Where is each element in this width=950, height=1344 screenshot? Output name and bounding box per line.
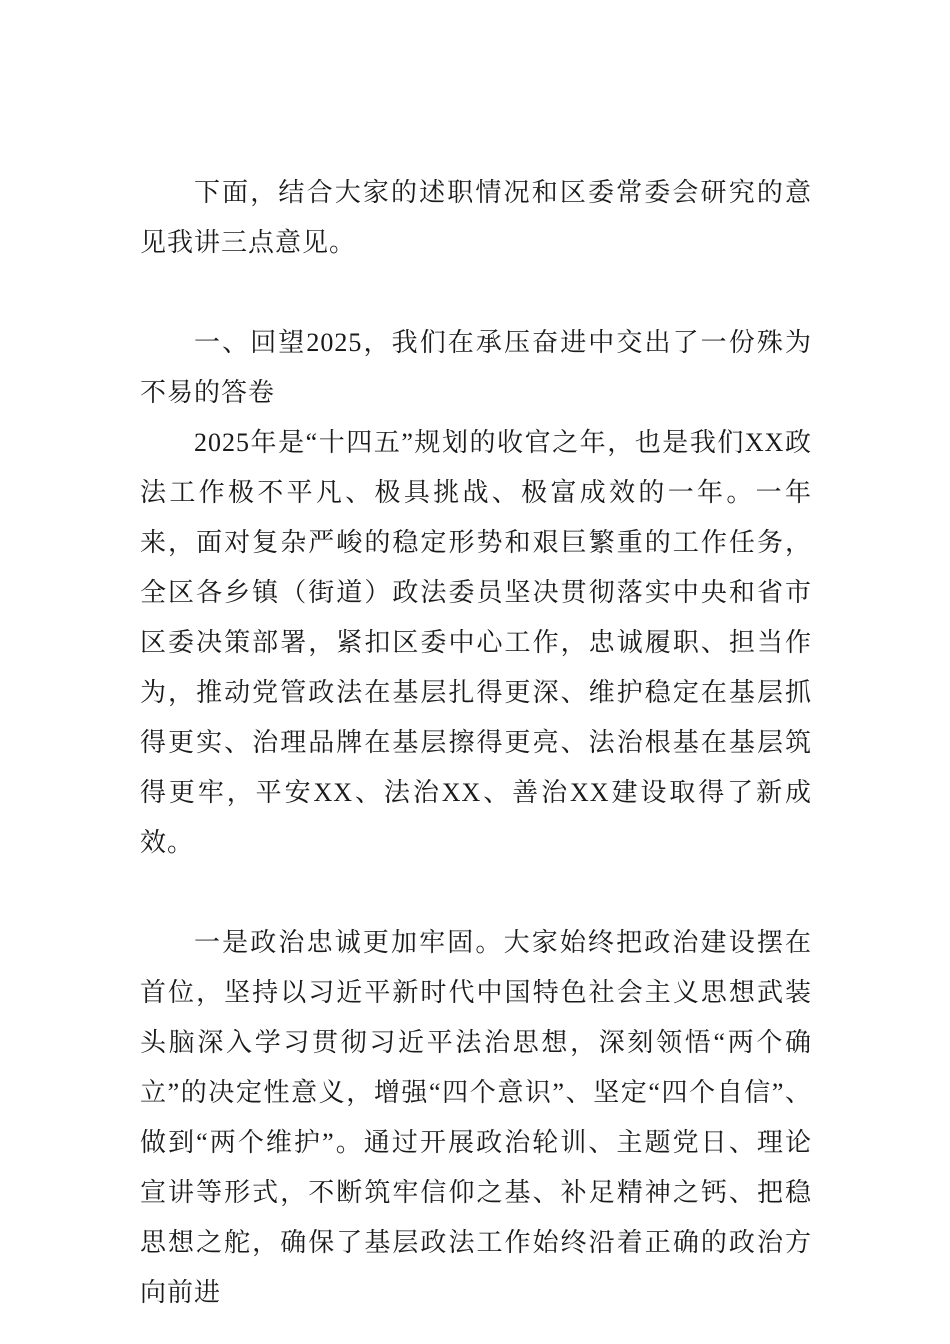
point-1-lead: 一是政治忠诚更加牢固。 (194, 928, 504, 957)
point-1-paragraph (140, 918, 812, 1318)
section-1-overview-paragraph: 2025年是“十四五”规划的收官之年，也是我们XX政法工作极不平凡、极具挑战、极富成效的一年。一年来，面对复杂严峻的稳定形势和艰巨繁重的工作任务，全区各乡镇（街道）政法委员坚决贯彻落实中央和省市区委决策部署，紧扣区委中心工作，忠诚履职、担当作为，推动党管政法在基层扎得更深、维护稳定在基层抓得更实、治理品牌在基层擦得更亮、法治根基在基层筑得更牢，平安XX、法治XX、善治XX建设取得了新成效。 (140, 428, 812, 857)
section-1-heading: 一、回望2025，我们在承压奋进中交出了一份殊为不易的答卷 (140, 328, 812, 407)
point-1-text: 大家始终把政治建设摆在首位，坚持以习近平新时代中国特色社会主义思想武装头脑深入学习贯彻习近平法治思想，深刻领悟“两个确立”的决定性意义，增强“四个意识”、坚定“四个自信”、做到“两个维护”。通过开展政治轮训、主题党日、理论宣讲等形式，不断筑牢信仰之基、补足精神之钙、把稳思想之舵，确保了基层政法工作始终沿着正确的政治方向前进 (140, 928, 812, 1307)
intro-paragraph: 下面，结合大家的述职情况和区委常委会研究的意见我讲三点意见。 (140, 178, 812, 257)
document-content (140, 168, 812, 1318)
